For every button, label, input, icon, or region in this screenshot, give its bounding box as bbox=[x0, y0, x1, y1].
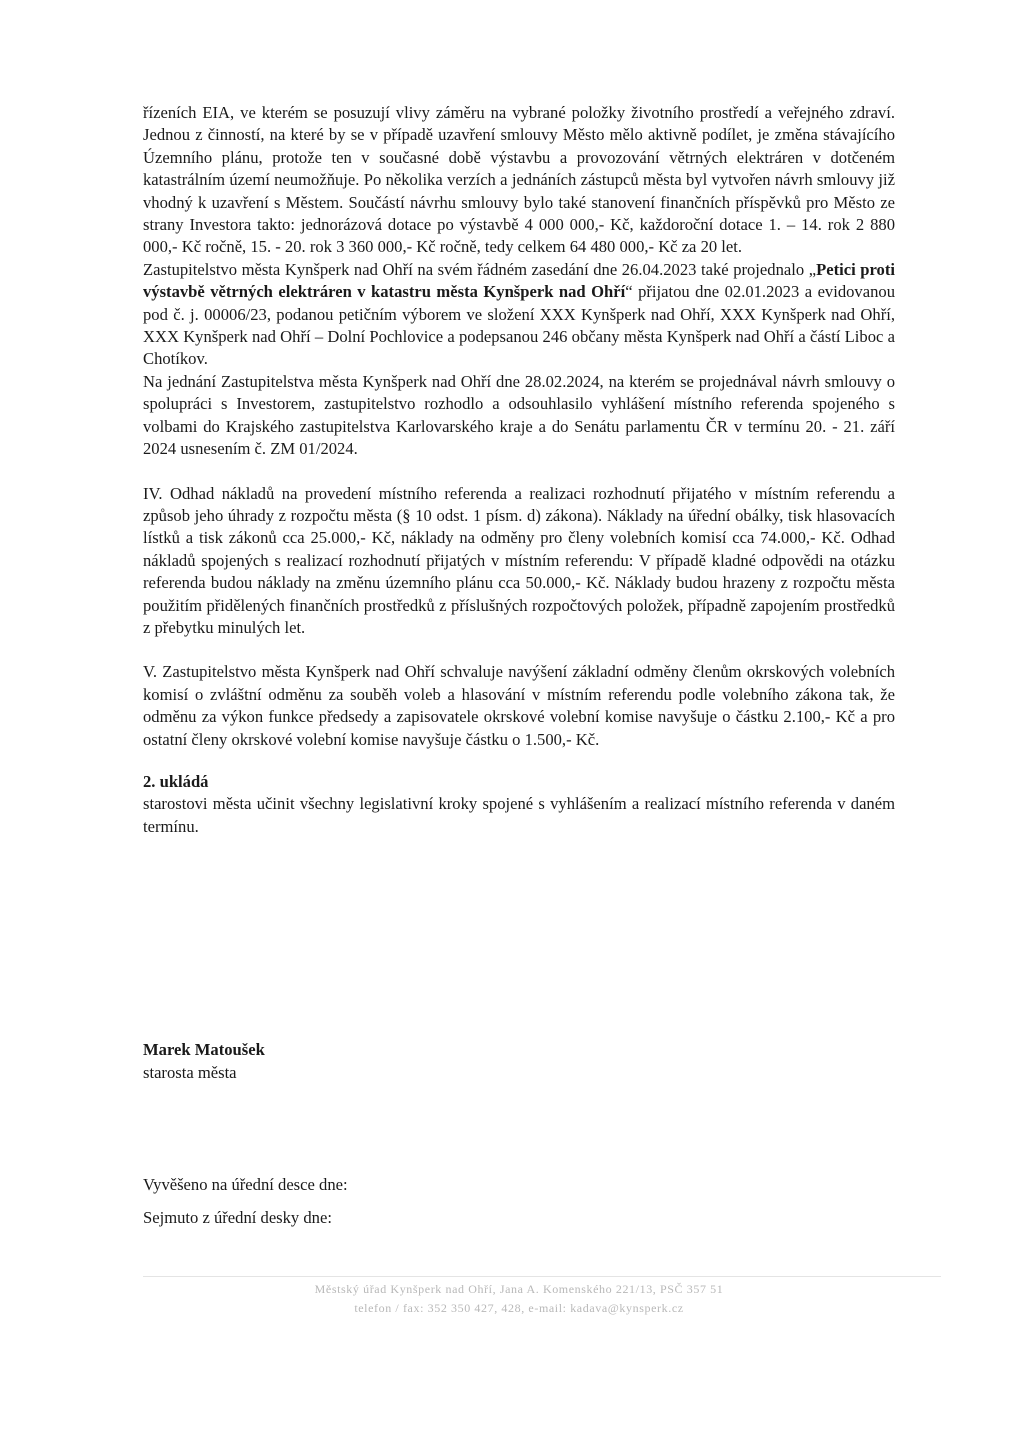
paragraph-contract: řízeních EIA, ve kterém se posuzují vlivy záměru na vybrané položky životního prostředí a veřejného zdraví. Jednou z činností, na které by se v případě uzavření smlouvy Město mělo aktivně podílet, je změna stávajícího Územního plánu, protože ten v současné době výstavbu a provozování větrných elektráren v dotčeném katastrálním území neumožňuje. Po několika verzích a jednáních zástupců města byl vytvořen návrh smlouvy již vhodný k uzavření s Městem. Součástí návrhu smlouvy bylo také stanovení finančních příspěvků pro Město ze strany Investora takto: jednorázová dotace po výstavbě 4 000 000,- Kč, každoroční dotace 1. – 14. rok 2 880 000,- Kč ročně, 15. - 20. rok 3 360 000,- Kč ročně, tedy celkem 64 480 000,- Kč za 20 let. bbox=[143, 103, 895, 257]
signature-block bbox=[143, 1038, 265, 1084]
petition-text-end: “ přijatou dne 02.01.2023 a evidovanou pod č. j. 00006/23, podanou petičním výborem ve složení XXX Kynšperk nad Ohří, XXX Kynšperk nad Ohří, XXX Kynšperk nad Ohří – Dolní Pochlovice a podepsanou 246 občany města Kynšperk nad Ohří a částí Liboc a Chotíkov. bbox=[143, 282, 895, 369]
footer-address: Městský úřad Kynšperk nad Ohří, Jana A. Komenského 221/13, PSČ 357 51 bbox=[314, 1282, 724, 1296]
document-body bbox=[143, 102, 895, 838]
instructs-text: starostovi města učinit všechny legislativní kroky spojené s vyhlášením a realizací místního referenda v daném termínu. bbox=[143, 794, 895, 836]
paragraph-referendum-decision: Na jednání Zastupitelstva města Kynšperk nad Ohří dne 28.02.2024, na kterém se projednával návrh smlouvy o spolupráci s Investorem, zastupitelstvo rozhodlo a odsouhlasilo vyhlášení místního referenda spojeného s volbami do Krajského zastupitelstva Karlovarského kraje a do Senátu parlamentu ČR v termínu 20. - 21. září 2024 usnesením č. ZM 01/2024. bbox=[143, 371, 895, 459]
paragraph-petition bbox=[143, 259, 895, 371]
removed-from-board-label: Sejmuto z úřední desky dne: bbox=[143, 1208, 332, 1227]
section-v-rewards: V. Zastupitelstvo města Kynšperk nad Ohří schvaluje navýšení základní odměny členům okrskových volebních komisí o zvláštní odměnu za souběh voleb a hlasování v místním referendu podle volebního zákona tak, že odměnu za výkon funkce předsedy a zapisovatele okrskové volební komise navyšuje o částku 2.100,- Kč a pro ostatní členy okrskové volební komise navyšuje částku o 1.500,- Kč. bbox=[143, 662, 895, 749]
instructs-heading: 2. ukládá bbox=[143, 771, 209, 791]
posted-on-board-label: Vyvěšeno na úřední desce dne: bbox=[143, 1175, 348, 1194]
footer-divider bbox=[143, 1276, 941, 1277]
footer bbox=[143, 1280, 895, 1318]
footer-contact: telefon / fax: 352 350 427, 428, e-mail: kadava@kynsperk.cz bbox=[354, 1301, 684, 1315]
section-iv-costs: IV. Odhad nákladů na provedení místního referenda a realizaci rozhodnutí přijatého v místním referendu a způsob jeho úhrady z rozpočtu města (§ 10 odst. 1 písm. d) zákona). Náklady na úřední obálky, tisk hlasovacích lístků a tisk zákonů cca 25.000,- Kč, náklady na odměny pro členy volebních komisí cca 74.000,- Kč. Odhad nákladů spojených s realizací rozhodnutí přijatých v místním referendu: V případě kladné odpovědi na otázku referenda budou náklady na změnu územního plánu cca 50.000,- Kč. Náklady budou hrazeny z rozpočtu města použitím přidělených finančních prostředků z příslušných rozpočtových položek, případně zapojením prostředků z přebytku minulých let. bbox=[143, 483, 895, 637]
signatory-title: starosta města bbox=[143, 1063, 237, 1082]
petition-title: Petici proti výstavbě větrných elektráren v katastru města Kynšperk nad Ohří bbox=[143, 259, 895, 302]
petition-text-start: Zastupitelstvo města Kynšperk nad Ohří na svém řádném zasedání dne 26.04.2023 také projednalo „ bbox=[143, 259, 817, 279]
signatory-name: Marek Matoušek bbox=[143, 1040, 265, 1059]
